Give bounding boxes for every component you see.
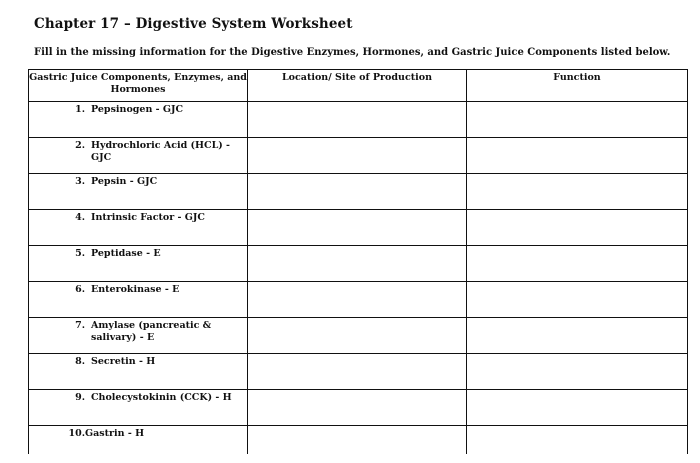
location-cell[interactable] <box>248 210 467 246</box>
function-cell[interactable] <box>467 246 688 282</box>
component-cell <box>29 102 248 138</box>
item-label: Hydrochloric Acid (HCL) - GJC <box>91 140 230 163</box>
component-cell <box>29 354 248 390</box>
item-number: 4. <box>75 212 85 223</box>
item-label: Amylase (pancreatic & salivary) - E <box>91 320 212 343</box>
item-label: Peptidase - E <box>91 248 161 259</box>
worksheet-table <box>28 69 688 454</box>
table-row <box>29 174 688 210</box>
location-cell[interactable] <box>248 102 467 138</box>
location-cell[interactable] <box>248 426 467 455</box>
function-cell[interactable] <box>467 318 688 354</box>
location-cell[interactable] <box>248 174 467 210</box>
location-cell[interactable] <box>248 282 467 318</box>
component-cell <box>29 138 248 174</box>
item-number: 5. <box>75 248 85 259</box>
location-cell[interactable] <box>248 318 467 354</box>
component-cell <box>29 426 248 455</box>
header-function: Function <box>467 70 688 102</box>
component-cell <box>29 318 248 354</box>
worksheet-instructions: Fill in the missing information for the Digestive Enzymes, Hormones, and Gastric Juice Components listed below. <box>34 47 671 58</box>
location-cell[interactable] <box>248 246 467 282</box>
table-row <box>29 246 688 282</box>
item-number: 7. <box>75 320 85 331</box>
table-row <box>29 210 688 246</box>
item-label: Intrinsic Factor - GJC <box>91 212 205 223</box>
function-cell[interactable] <box>467 282 688 318</box>
table-row <box>29 426 688 455</box>
location-cell[interactable] <box>248 390 467 426</box>
table-row <box>29 354 688 390</box>
header-location: Location/ Site of Production <box>248 70 467 102</box>
item-number: 9. <box>75 392 85 403</box>
header-components: Gastric Juice Components, Enzymes, and Hormones <box>29 70 248 102</box>
header-row <box>29 70 688 102</box>
item-number: 3. <box>75 176 85 187</box>
item-label: Cholecystokinin (CCK) - H <box>91 392 232 403</box>
component-cell <box>29 174 248 210</box>
component-cell <box>29 282 248 318</box>
item-number: 6. <box>75 284 85 295</box>
item-number: 8. <box>75 356 85 367</box>
component-cell <box>29 210 248 246</box>
function-cell[interactable] <box>467 210 688 246</box>
item-number: 2. <box>75 140 85 151</box>
component-cell <box>29 390 248 426</box>
item-label: Secretin - H <box>91 356 156 367</box>
table-row <box>29 282 688 318</box>
table-row <box>29 102 688 138</box>
function-cell[interactable] <box>467 426 688 455</box>
item-label: Pepsin - GJC <box>91 176 158 187</box>
function-cell[interactable] <box>467 354 688 390</box>
function-cell[interactable] <box>467 102 688 138</box>
item-label: Gastrin - H <box>85 428 145 439</box>
worksheet-title: Chapter 17 – Digestive System Worksheet <box>34 16 353 32</box>
table-row <box>29 138 688 174</box>
component-cell <box>29 246 248 282</box>
item-label: Pepsinogen - GJC <box>91 104 184 115</box>
location-cell[interactable] <box>248 354 467 390</box>
function-cell[interactable] <box>467 174 688 210</box>
function-cell[interactable] <box>467 138 688 174</box>
item-label: Enterokinase - E <box>91 284 180 295</box>
item-number: 10. <box>68 428 85 439</box>
location-cell[interactable] <box>248 138 467 174</box>
table-row <box>29 390 688 426</box>
table-row <box>29 318 688 354</box>
item-number: 1. <box>75 104 85 115</box>
function-cell[interactable] <box>467 390 688 426</box>
